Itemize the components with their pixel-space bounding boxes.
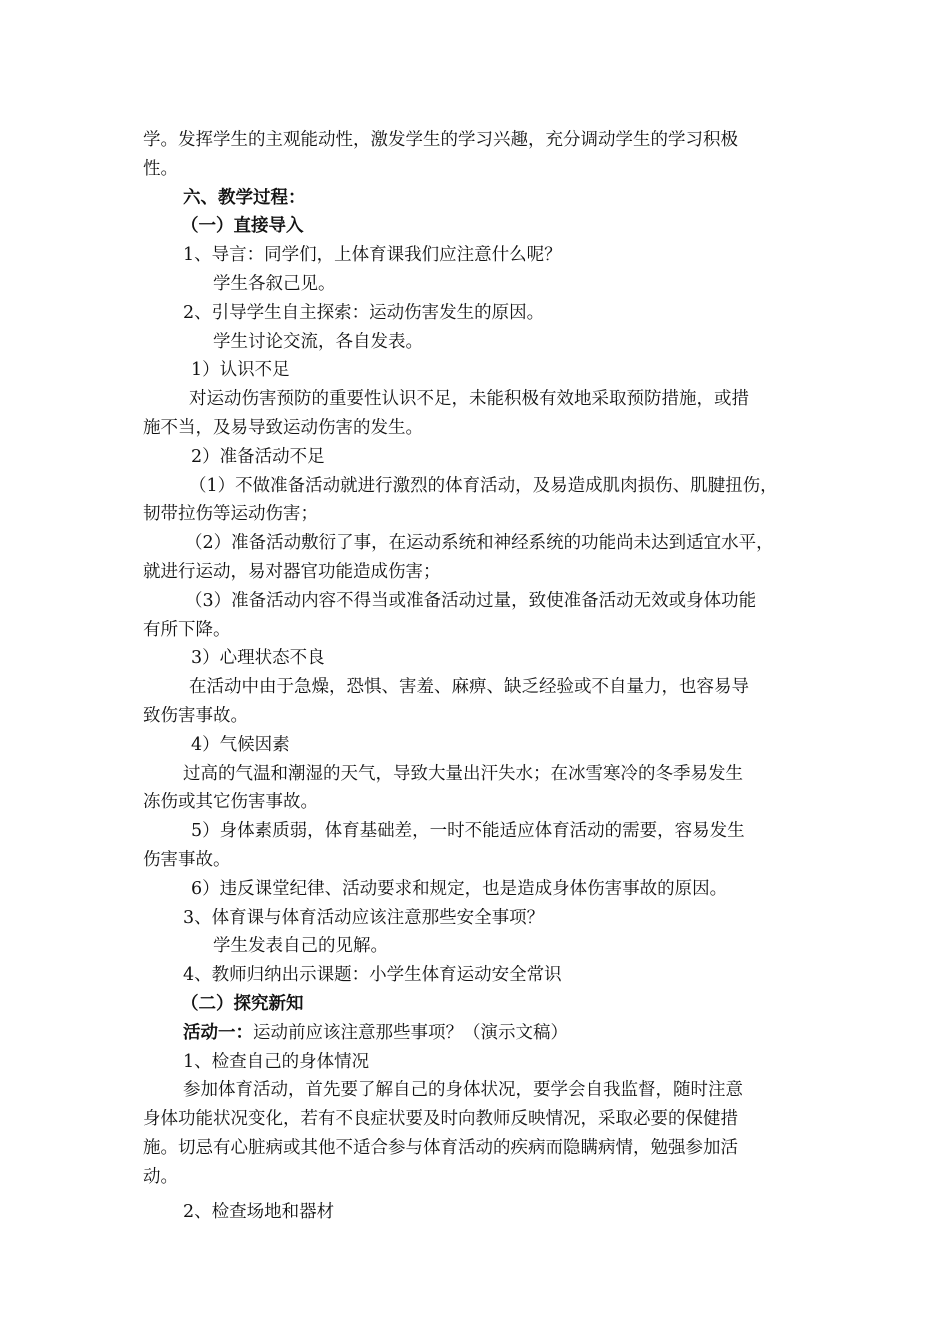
paragraph-line: 韧带拉伤等运动伤害； — [143, 504, 318, 525]
paragraph-line: 在活动中由于急燥，恐惧、害羞、麻痹、缺乏经验或不自量力，也容易导 — [189, 677, 749, 698]
paragraph-line: 身体功能状况变化，若有不良症状要及时向教师反映情况，采取必要的保健措 — [143, 1109, 738, 1130]
activity-line — [143, 1019, 823, 1048]
paragraph-line: 学。发挥学生的主观能动性，激发学生的学习兴趣，充分调动学生的学习积极 — [143, 130, 738, 150]
document-body — [143, 126, 823, 1227]
paragraph-line: 对运动伤害预防的重要性认识不足，未能积极有效地采取预防措施，或措 — [189, 389, 749, 410]
paragraph-line: 学生讨论交流，各自发表。 — [213, 331, 423, 352]
subsection-heading: （一）直接导入 — [181, 216, 304, 237]
paragraph-line: 施。切忌有心脏病或其他不适合参与体育活动的疾病而隐瞒病情，勉强参加活 — [143, 1137, 738, 1158]
list-item: 6）违反课堂纪律、活动要求和规定，也是造成身体伤害事故的原因。 — [191, 878, 728, 899]
paragraph-line: 施不当，及易导致运动伤害的发生。 — [143, 417, 423, 438]
list-item: 5）身体素质弱，体育基础差，一时不能适应体育活动的需要，容易发生 — [191, 821, 745, 842]
list-item: （2）准备活动敷衍了事，在运动系统和神经系统的功能尚未达到适宜水平， — [185, 533, 774, 554]
paragraph-line: 有所下降。 — [143, 619, 231, 640]
paragraph-line: 就进行运动，易对器官功能造成伤害； — [143, 561, 441, 582]
list-item: 1、检查自己的身体情况 — [183, 1051, 370, 1072]
list-item: 1）认识不足 — [191, 360, 290, 381]
paragraph-gap — [143, 1191, 823, 1198]
paragraph-line: 性。 — [143, 158, 178, 179]
list-item: 3、体育课与体育活动应该注意那些安全事项？ — [183, 907, 545, 928]
list-item: 2、检查场地和器材 — [183, 1202, 335, 1223]
activity-text: 运动前应该注意那些事项？（演示文稿） — [253, 1022, 568, 1043]
list-item: 4）气候因素 — [191, 734, 290, 755]
list-item: 4、教师归纳出示课题：小学生体育运动安全常识 — [183, 965, 562, 986]
section-heading: 六、教学过程： — [183, 187, 306, 208]
paragraph-line: 冻伤或其它伤害事故。 — [143, 792, 318, 813]
paragraph-line: 伤害事故。 — [143, 849, 231, 870]
list-item: 3）心理状态不良 — [191, 648, 325, 669]
list-item: 2）准备活动不足 — [191, 446, 325, 467]
paragraph-line: 动。 — [143, 1166, 178, 1187]
paragraph-line: 过高的气温和潮湿的天气，导致大量出汗失水；在冰雪寒冷的冬季易发生 — [183, 763, 743, 784]
paragraph-line: 致伤害事故。 — [143, 705, 248, 726]
list-item: （3）准备活动内容不得当或准备活动过量，致使准备活动无效或身体功能 — [185, 590, 757, 611]
paragraph-line: 学生各叙己见。 — [213, 273, 336, 294]
list-item: 2、引导学生自主探索：运动伤害发生的原因。 — [183, 302, 545, 323]
subsection-heading: （二）探究新知 — [181, 993, 304, 1014]
activity-label: 活动一： — [183, 1022, 253, 1043]
paragraph-line: 参加体育活动，首先要了解自己的身体状况，要学会自我监督，随时注意 — [183, 1080, 743, 1101]
paragraph-line: 学生发表自己的见解。 — [213, 936, 388, 957]
list-item: 1、导言：同学们，上体育课我们应注意什么呢？ — [183, 245, 562, 266]
list-item: （1）不做准备活动就进行激烈的体育活动，及易造成肌肉损伤、肌腱扭伤， — [189, 475, 778, 496]
